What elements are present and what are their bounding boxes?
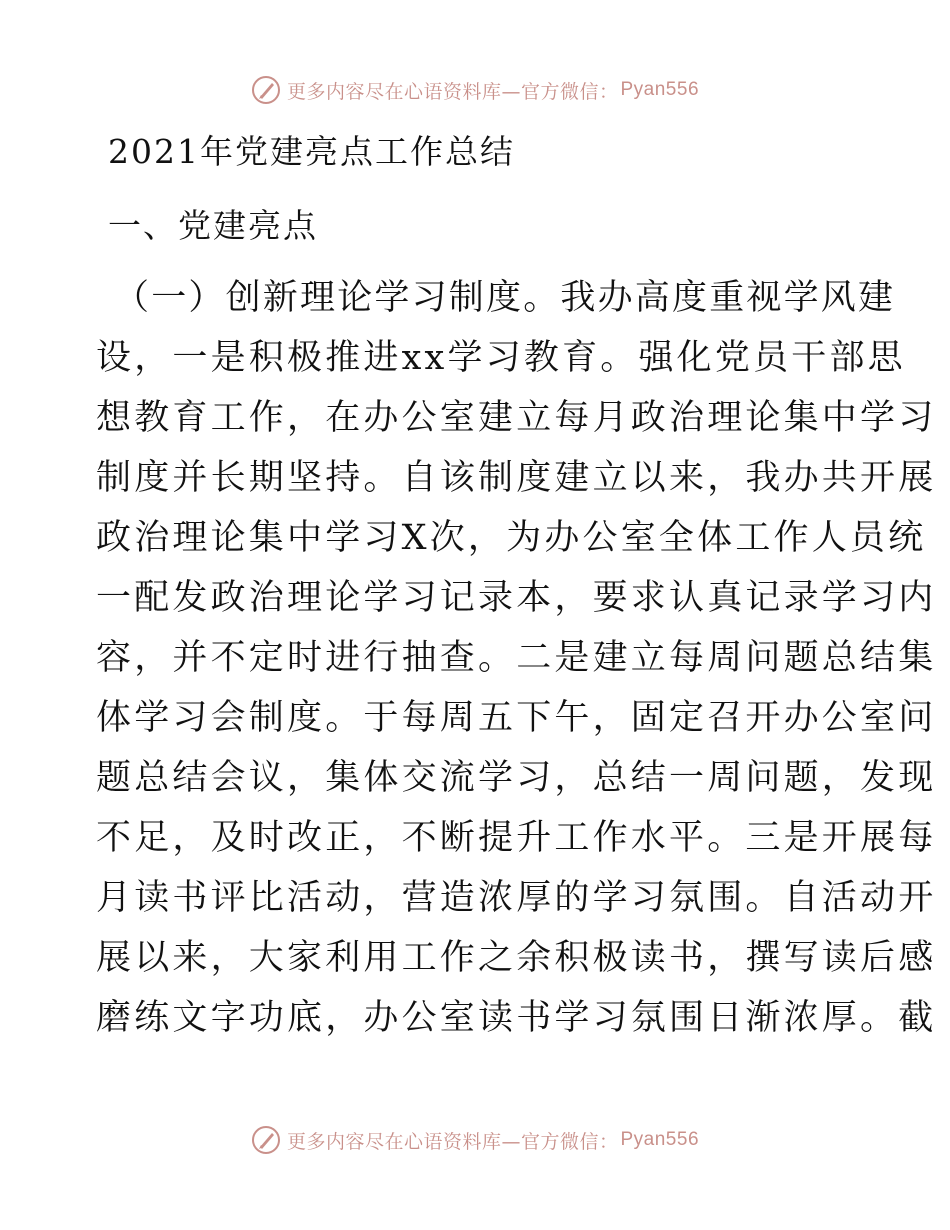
flame-quill-icon [251, 75, 281, 105]
body-line: 一配发政治理论学习记录本，要求认真记录学习内 [96, 578, 937, 618]
flame-quill-icon [251, 1125, 281, 1155]
body-line: 想教育工作，在办公室建立每月政治理论集中学习 [96, 398, 937, 438]
body-line: 体学习会制度。于每周五下午，固定召开办公室问 [96, 698, 937, 738]
watermark-text: 更多内容尽在心语资料库—官方微信： [286, 1130, 619, 1153]
body-line: 月读书评比活动，营造浓厚的学习氛围。自活动开 [96, 878, 937, 918]
watermark-wechat-id: Pyan556 [620, 1129, 700, 1150]
body-line: 设，一是积极推进xx学习教育。强化党员干部思 [96, 338, 906, 378]
watermark-banner-bottom [0, 1120, 950, 1160]
body-line: 容，并不定时进行抽查。二是建立每周问题总结集 [96, 638, 937, 678]
body-line: 不足，及时改正，不断提升工作水平。三是开展每 [96, 818, 937, 858]
body-line: 政治理论集中学习X次，为办公室全体工作人员统 [96, 518, 927, 558]
body-line: 磨练文字功底，办公室读书学习氛围日渐浓厚。截 [96, 998, 937, 1038]
body-line: 展以来，大家利用工作之余积极读书，撰写读后感 [96, 938, 937, 978]
body-paragraph [96, 272, 937, 1052]
body-line: 题总结会议，集体交流学习，总结一周问题，发现 [96, 758, 937, 798]
watermark-banner-top [0, 70, 950, 110]
section-heading: 一、党建亮点 [108, 206, 318, 245]
body-line: 制度并长期坚持。自该制度建立以来，我办共开展 [96, 458, 937, 498]
body-line: （一）创新理论学习制度。我办高度重视学风建 [114, 278, 896, 318]
watermark-wechat-id: Pyan556 [620, 79, 700, 100]
document-title: 2021年党建亮点工作总结 [108, 132, 515, 171]
watermark-text: 更多内容尽在心语资料库—官方微信： [286, 80, 619, 103]
